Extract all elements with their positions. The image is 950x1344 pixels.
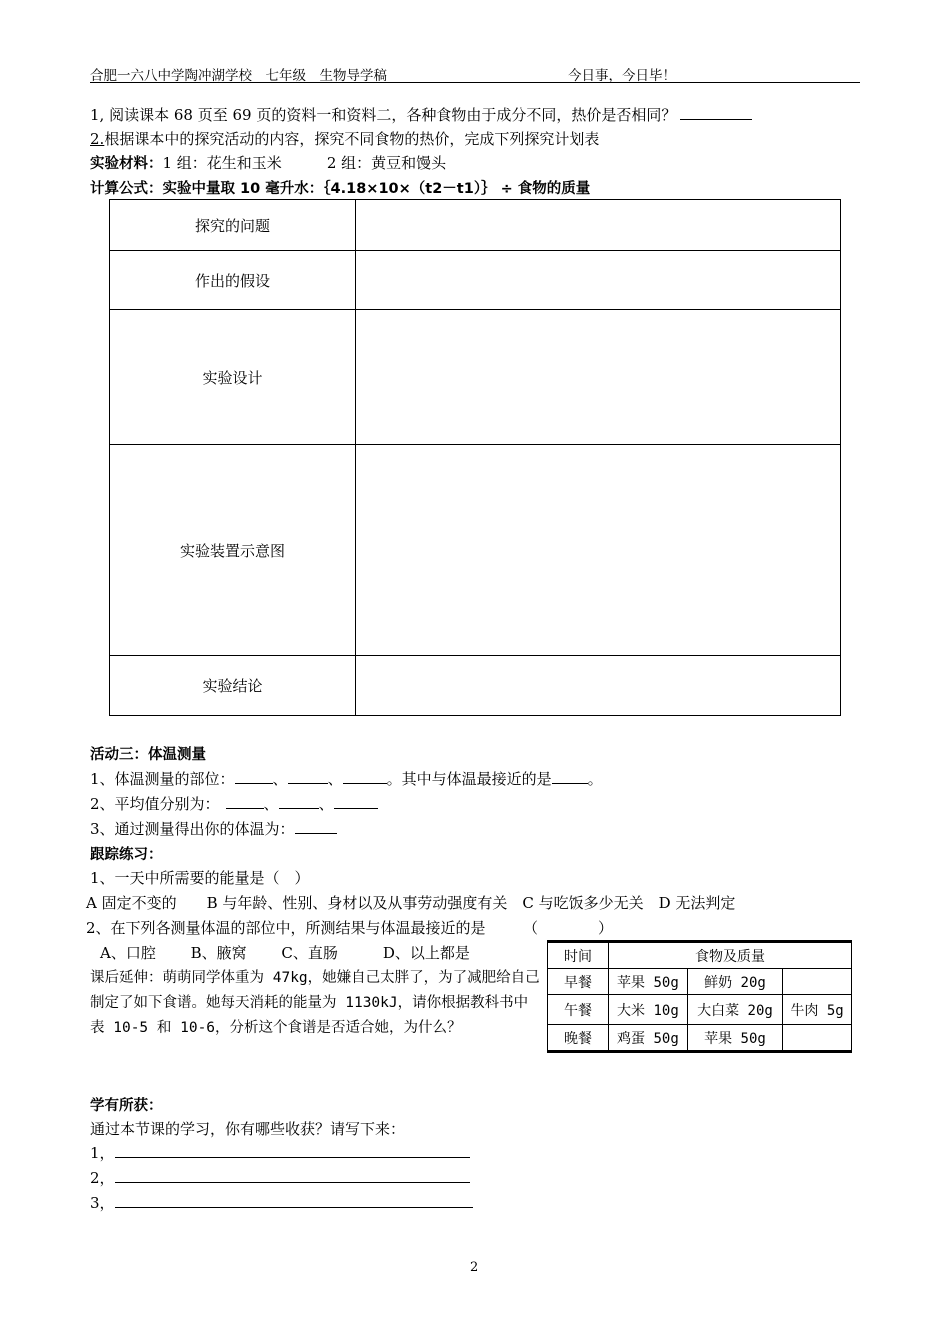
food-cell bbox=[783, 969, 852, 995]
food-cell: 大米 10g bbox=[609, 995, 688, 1025]
header-rule bbox=[90, 82, 860, 83]
question-2 bbox=[90, 128, 599, 149]
plan-row-cell[interactable] bbox=[356, 251, 841, 310]
header-cell: 时间 bbox=[548, 942, 609, 969]
separator: 、 bbox=[318, 795, 334, 813]
gains-prompt: 通过本节课的学习，你有哪些收获？请写下来： bbox=[90, 1120, 406, 1138]
food-cell bbox=[783, 1025, 852, 1052]
item-text: 。 bbox=[587, 770, 603, 788]
food-cell: 鲜奶 20g bbox=[687, 969, 782, 995]
gains-answer-line-3[interactable] bbox=[115, 1207, 473, 1208]
header-motto: 今日事，今日毕！ bbox=[568, 68, 676, 84]
gains-item-1: 1， bbox=[90, 1144, 115, 1162]
meal-cell: 早餐 bbox=[548, 969, 609, 995]
extension-question: 课后延伸：萌萌同学体重为 47kg，她嫌自己太胖了，为了减肥给自己制定了如下食谱。她每天消耗的能量为 1130kJ，请你根据教科书中表 10-5 和 10-6，分析这个食谱是否适合她，为什么？ bbox=[90, 970, 540, 1036]
practice-q2-options: A、口腔 B、腋窝 C、直肠 D、以上都是 bbox=[100, 944, 470, 962]
plan-row-label: 实验装置示意图 bbox=[110, 445, 356, 656]
page-number: 2 bbox=[470, 1260, 479, 1275]
header-school: 合肥一六八中学陶冲湖学校 七年级 生物导学稿 bbox=[90, 68, 387, 84]
plan-row bbox=[110, 445, 841, 656]
plan-row-cell[interactable] bbox=[356, 656, 841, 716]
answer-blank[interactable] bbox=[288, 768, 328, 784]
practice-q1: 1、一天中所需要的能量是（ ） bbox=[90, 869, 310, 887]
activity3-title: 活动三：体温测量 bbox=[90, 747, 206, 763]
food-cell: 牛肉 5g bbox=[783, 995, 852, 1025]
item-text: 。其中与体温最接近的是 bbox=[386, 770, 552, 788]
question-2-text: 根据课本中的探究活动的内容，探究不同食物的热价，完成下列探究计划表 bbox=[104, 130, 600, 148]
meal-cell: 晚餐 bbox=[548, 1025, 609, 1052]
plan-row bbox=[110, 656, 841, 716]
gains-answer-line-2[interactable] bbox=[115, 1182, 470, 1183]
table-row bbox=[548, 969, 852, 995]
food-cell: 苹果 50g bbox=[609, 969, 688, 995]
separator: 、 bbox=[263, 795, 279, 813]
answer-blank[interactable] bbox=[226, 793, 264, 809]
question-1-text: 1, 阅读课本 68 页至 69 页的资料一和资料二，各种食物由于成分不同，热价是否相同？ bbox=[90, 106, 677, 124]
food-table bbox=[547, 940, 852, 1053]
activity3-item2 bbox=[90, 793, 378, 814]
food-cell: 鸡蛋 50g bbox=[609, 1025, 688, 1052]
plan-row-label: 实验设计 bbox=[110, 310, 356, 445]
practice-title: 跟踪练习： bbox=[90, 847, 163, 863]
meal-cell: 午餐 bbox=[548, 995, 609, 1025]
activity3-item1 bbox=[90, 768, 603, 789]
answer-blank[interactable] bbox=[343, 768, 387, 784]
materials bbox=[90, 152, 446, 173]
header-cell: 食物及质量 bbox=[609, 942, 852, 969]
food-cell: 大白菜 20g bbox=[687, 995, 782, 1025]
gains-item-3: 3， bbox=[90, 1194, 115, 1212]
plan-table bbox=[109, 199, 841, 716]
item-text: 2、平均值分别为： bbox=[90, 795, 220, 813]
plan-row-label: 实验结论 bbox=[110, 656, 356, 716]
plan-row bbox=[110, 200, 841, 251]
formula: 计算公式：实验中量取 10 毫升水：｛4.18×10×（t2－t1）｝ ÷ 食物的质量 bbox=[90, 181, 591, 197]
gains-item-2: 2， bbox=[90, 1169, 115, 1187]
question-2-number: 2. bbox=[90, 130, 105, 148]
activity3-item3 bbox=[90, 818, 337, 839]
answer-blank[interactable] bbox=[235, 768, 273, 784]
practice-q2: 2、在下列各测量体温的部位中，所测结果与体温最接近的是 （ ） bbox=[86, 919, 614, 937]
answer-blank[interactable] bbox=[295, 818, 337, 834]
item-text: 3、通过测量得出你的体温为： bbox=[90, 820, 295, 838]
plan-row bbox=[110, 310, 841, 445]
table-row bbox=[548, 995, 852, 1025]
plan-row-label: 作出的假设 bbox=[110, 251, 356, 310]
answer-blank[interactable] bbox=[680, 104, 752, 120]
plan-row-cell[interactable] bbox=[356, 200, 841, 251]
food-cell: 苹果 50g bbox=[687, 1025, 782, 1052]
practice-q1-options: A 固定不变的 B 与年龄、性别、身材以及从事劳动强度有关 C 与吃饭多少无关 D 无法判定 bbox=[86, 894, 736, 912]
separator: 、 bbox=[272, 770, 288, 788]
plan-row-cell[interactable] bbox=[356, 310, 841, 445]
item-text: 1、体温测量的部位： bbox=[90, 770, 235, 788]
gains-answer-line-1[interactable] bbox=[115, 1157, 470, 1158]
answer-blank[interactable] bbox=[279, 793, 319, 809]
answer-blank[interactable] bbox=[334, 793, 378, 809]
separator: 、 bbox=[327, 770, 343, 788]
question-1 bbox=[90, 104, 752, 125]
food-table-header bbox=[548, 942, 852, 969]
materials-text: 1 组：花生和玉米 2 组：黄豆和馒头 bbox=[162, 154, 447, 172]
plan-row bbox=[110, 251, 841, 310]
materials-label: 实验材料： bbox=[90, 156, 163, 172]
plan-row-label: 探究的问题 bbox=[110, 200, 356, 251]
plan-row-cell[interactable] bbox=[356, 445, 841, 656]
gains-title: 学有所获： bbox=[90, 1098, 163, 1114]
answer-blank[interactable] bbox=[552, 768, 588, 784]
table-row bbox=[548, 1025, 852, 1052]
